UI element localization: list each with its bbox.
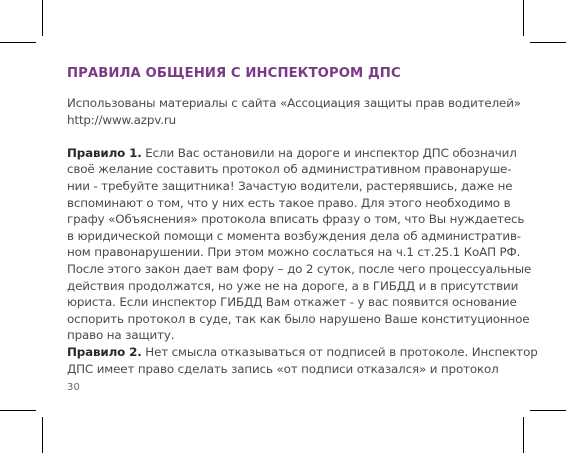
rule-1-line: После этого закон дает вам фору – до 2 суток, после чего процессуальные [67, 261, 532, 276]
rule-1-line: нии - требуйте защитника! Зачастую водители, растерявшись, даже не [67, 178, 513, 193]
crop-mark [530, 42, 566, 43]
rule-2-label: Правило 2. [67, 344, 142, 359]
rule-1-line: оспорить протокол в суде, так как было нарушено Ваше конституционное [67, 311, 530, 326]
rule-2-text: Нет смысла отказываться от подписей в протоколе. Инспектор [141, 344, 538, 359]
page-number: 30 [67, 382, 81, 393]
rule-1-line: юриста. Если инспектор ГИБДД Вам откажет - у вас появится основание [67, 295, 517, 310]
rule-1-text: Если Вас остановили на дороге и инспектор ДПС обозначил [141, 145, 517, 160]
intro-link: http://www.azpv.ru [67, 112, 176, 127]
rule-1-line: действия продолжатся, но уже не на дороге, а в ГИБДД и в присутствии [67, 278, 519, 293]
rule-1-line: ном правонарушении. При этом можно сослаться на ч.1 ст.25.1 КоАП РФ. [67, 245, 521, 260]
rule-1-line: своё желание составить протокол об административном правонаруше- [67, 162, 512, 177]
crop-mark [523, 0, 524, 36]
crop-mark [42, 0, 43, 36]
crop-mark [0, 410, 36, 411]
crop-mark [42, 417, 43, 453]
rule-1-label: Правило 1. [67, 145, 142, 160]
page-content [67, 66, 538, 377]
rule-1-line: вспоминают о том, что у них есть такое право. Для этого необходимо в [67, 195, 511, 210]
crop-mark [530, 410, 566, 411]
crop-mark [523, 417, 524, 453]
rule-2-first-line [67, 344, 538, 361]
rule-1-line: в юридической помощи с момента возбуждения дела об административ- [67, 228, 521, 243]
body-text [67, 95, 538, 377]
rule-1-line: графу «Объяснения» протокола вписать фразу о том, что Вы нуждаетесь [67, 212, 525, 227]
rule-1-first-line [67, 145, 517, 162]
rule-1-line: право на защиту. [67, 328, 175, 343]
intro-line: Использованы материалы с сайта «Ассоциация защиты прав водителей» [67, 96, 521, 110]
page-title: ПРАВИЛА ОБЩЕНИЯ С ИНСПЕКТОРОМ ДПС [67, 66, 401, 81]
crop-mark [0, 42, 36, 43]
rule-2-line: ДПС имеет право сделать запись «от подписи отказался» и протокол [67, 361, 499, 376]
